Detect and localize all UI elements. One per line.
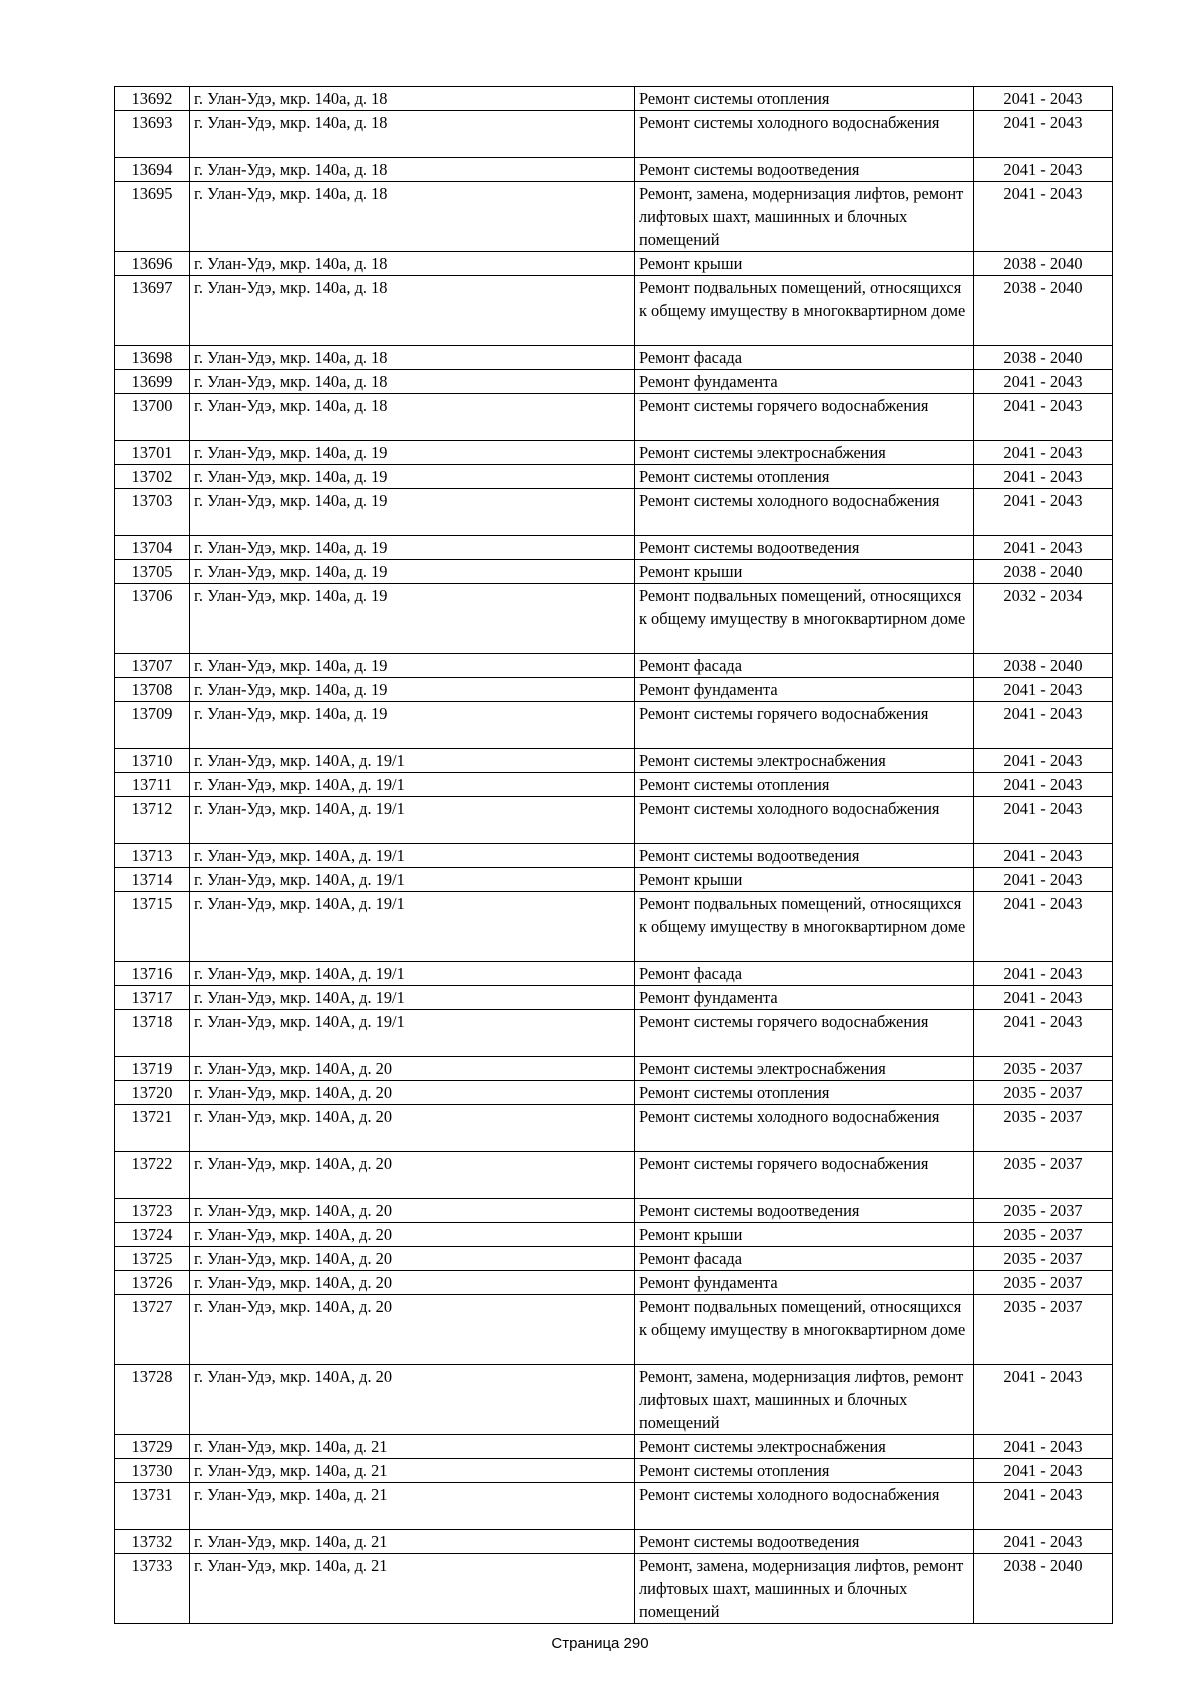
table-row	[115, 489, 1113, 536]
period-cell: 2041 - 2043	[974, 465, 1113, 489]
table-row	[115, 678, 1113, 702]
address-cell: г. Улан-Удэ, мкр. 140а, д. 19	[190, 441, 635, 465]
table-row	[115, 394, 1113, 441]
period-cell: 2041 - 2043	[974, 1365, 1113, 1435]
row-number-cell: 13727	[115, 1295, 190, 1365]
table-row	[115, 1105, 1113, 1152]
table-row	[115, 584, 1113, 654]
row-number-cell: 13729	[115, 1435, 190, 1459]
work-type-cell: Ремонт системы отопления	[635, 87, 974, 111]
row-number-cell: 13710	[115, 749, 190, 773]
work-type-cell: Ремонт системы электроснабжения	[635, 749, 974, 773]
table-row	[115, 1295, 1113, 1365]
address-cell: г. Улан-Удэ, мкр. 140А, д. 19/1	[190, 962, 635, 986]
work-type-cell: Ремонт фасада	[635, 1247, 974, 1271]
table-row	[115, 1554, 1113, 1624]
row-number-cell: 13731	[115, 1483, 190, 1530]
row-number-cell: 13723	[115, 1199, 190, 1223]
work-type-cell: Ремонт крыши	[635, 1223, 974, 1247]
table-row	[115, 868, 1113, 892]
period-cell: 2035 - 2037	[974, 1081, 1113, 1105]
row-number-cell: 13722	[115, 1152, 190, 1199]
address-cell: г. Улан-Удэ, мкр. 140а, д. 19	[190, 489, 635, 536]
period-cell: 2038 - 2040	[974, 560, 1113, 584]
period-cell: 2041 - 2043	[974, 1435, 1113, 1459]
period-cell: 2041 - 2043	[974, 797, 1113, 844]
row-number-cell: 13728	[115, 1365, 190, 1435]
row-number-cell: 13705	[115, 560, 190, 584]
table-row	[115, 158, 1113, 182]
work-type-cell: Ремонт системы отопления	[635, 465, 974, 489]
row-number-cell: 13709	[115, 702, 190, 749]
address-cell: г. Улан-Удэ, мкр. 140А, д. 19/1	[190, 892, 635, 962]
work-type-cell: Ремонт крыши	[635, 252, 974, 276]
work-type-cell: Ремонт подвальных помещений, относящихся к общему имуществу в многоквартирном доме	[635, 1295, 974, 1365]
table-row	[115, 702, 1113, 749]
address-cell: г. Улан-Удэ, мкр. 140А, д. 19/1	[190, 986, 635, 1010]
work-type-cell: Ремонт фасада	[635, 654, 974, 678]
row-number-cell: 13730	[115, 1459, 190, 1483]
table-body	[115, 87, 1113, 1624]
row-number-cell: 13694	[115, 158, 190, 182]
address-cell: г. Улан-Удэ, мкр. 140а, д. 18	[190, 182, 635, 252]
period-cell: 2035 - 2037	[974, 1295, 1113, 1365]
address-cell: г. Улан-Удэ, мкр. 140а, д. 21	[190, 1530, 635, 1554]
address-cell: г. Улан-Удэ, мкр. 140А, д. 19/1	[190, 1010, 635, 1057]
repair-schedule-table	[114, 86, 1113, 1624]
period-cell: 2041 - 2043	[974, 394, 1113, 441]
work-type-cell: Ремонт подвальных помещений, относящихся к общему имуществу в многоквартирном доме	[635, 892, 974, 962]
address-cell: г. Улан-Удэ, мкр. 140а, д. 21	[190, 1483, 635, 1530]
work-type-cell: Ремонт крыши	[635, 560, 974, 584]
address-cell: г. Улан-Удэ, мкр. 140а, д. 21	[190, 1459, 635, 1483]
table-row	[115, 87, 1113, 111]
work-type-cell: Ремонт подвальных помещений, относящихся к общему имуществу в многоквартирном доме	[635, 584, 974, 654]
period-cell: 2041 - 2043	[974, 370, 1113, 394]
row-number-cell: 13713	[115, 844, 190, 868]
row-number-cell: 13717	[115, 986, 190, 1010]
page-number: Страница 290	[551, 1635, 649, 1652]
work-type-cell: Ремонт системы холодного водоснабжения	[635, 797, 974, 844]
table-row	[115, 182, 1113, 252]
period-cell: 2041 - 2043	[974, 749, 1113, 773]
row-number-cell: 13696	[115, 252, 190, 276]
work-type-cell: Ремонт подвальных помещений, относящихся к общему имуществу в многоквартирном доме	[635, 276, 974, 346]
table-row	[115, 1247, 1113, 1271]
period-cell: 2041 - 2043	[974, 986, 1113, 1010]
row-number-cell: 13720	[115, 1081, 190, 1105]
table-row	[115, 1271, 1113, 1295]
work-type-cell: Ремонт, замена, модернизация лифтов, ремонт лифтовых шахт, машинных и блочных помещений	[635, 182, 974, 252]
row-number-cell: 13733	[115, 1554, 190, 1624]
row-number-cell: 13707	[115, 654, 190, 678]
address-cell: г. Улан-Удэ, мкр. 140а, д. 18	[190, 276, 635, 346]
row-number-cell: 13712	[115, 797, 190, 844]
period-cell: 2041 - 2043	[974, 844, 1113, 868]
table-row	[115, 773, 1113, 797]
address-cell: г. Улан-Удэ, мкр. 140а, д. 18	[190, 346, 635, 370]
address-cell: г. Улан-Удэ, мкр. 140а, д. 18	[190, 370, 635, 394]
address-cell: г. Улан-Удэ, мкр. 140а, д. 19	[190, 584, 635, 654]
work-type-cell: Ремонт системы водоотведения	[635, 536, 974, 560]
work-type-cell: Ремонт фасада	[635, 346, 974, 370]
row-number-cell: 13698	[115, 346, 190, 370]
row-number-cell: 13726	[115, 1271, 190, 1295]
table-row	[115, 536, 1113, 560]
period-cell: 2035 - 2037	[974, 1247, 1113, 1271]
table-row	[115, 1057, 1113, 1081]
period-cell: 2038 - 2040	[974, 654, 1113, 678]
address-cell: г. Улан-Удэ, мкр. 140а, д. 19	[190, 678, 635, 702]
table-row	[115, 370, 1113, 394]
row-number-cell: 13697	[115, 276, 190, 346]
work-type-cell: Ремонт системы водоотведения	[635, 1199, 974, 1223]
period-cell: 2038 - 2040	[974, 276, 1113, 346]
address-cell: г. Улан-Удэ, мкр. 140А, д. 20	[190, 1152, 635, 1199]
table-row	[115, 560, 1113, 584]
period-cell: 2041 - 2043	[974, 1483, 1113, 1530]
table-row	[115, 1435, 1113, 1459]
period-cell: 2041 - 2043	[974, 87, 1113, 111]
work-type-cell: Ремонт системы горячего водоснабжения	[635, 394, 974, 441]
period-cell: 2041 - 2043	[974, 773, 1113, 797]
work-type-cell: Ремонт фундамента	[635, 370, 974, 394]
period-cell: 2041 - 2043	[974, 1010, 1113, 1057]
row-number-cell: 13704	[115, 536, 190, 560]
work-type-cell: Ремонт, замена, модернизация лифтов, ремонт лифтовых шахт, машинных и блочных помещений	[635, 1554, 974, 1624]
period-cell: 2041 - 2043	[974, 111, 1113, 158]
address-cell: г. Улан-Удэ, мкр. 140А, д. 19/1	[190, 773, 635, 797]
work-type-cell: Ремонт системы электроснабжения	[635, 441, 974, 465]
table-row	[115, 252, 1113, 276]
period-cell: 2041 - 2043	[974, 702, 1113, 749]
period-cell: 2035 - 2037	[974, 1223, 1113, 1247]
period-cell: 2041 - 2043	[974, 489, 1113, 536]
work-type-cell: Ремонт системы электроснабжения	[635, 1057, 974, 1081]
period-cell: 2041 - 2043	[974, 962, 1113, 986]
row-number-cell: 13724	[115, 1223, 190, 1247]
table-row	[115, 1365, 1113, 1435]
work-type-cell: Ремонт системы горячего водоснабжения	[635, 1010, 974, 1057]
period-cell: 2041 - 2043	[974, 536, 1113, 560]
row-number-cell: 13708	[115, 678, 190, 702]
row-number-cell: 13702	[115, 465, 190, 489]
work-type-cell: Ремонт системы горячего водоснабжения	[635, 1152, 974, 1199]
period-cell: 2041 - 2043	[974, 1459, 1113, 1483]
period-cell: 2041 - 2043	[974, 182, 1113, 252]
row-number-cell: 13701	[115, 441, 190, 465]
table-row	[115, 844, 1113, 868]
address-cell: г. Улан-Удэ, мкр. 140а, д. 19	[190, 702, 635, 749]
address-cell: г. Улан-Удэ, мкр. 140А, д. 20	[190, 1365, 635, 1435]
table-row	[115, 346, 1113, 370]
address-cell: г. Улан-Удэ, мкр. 140А, д. 20	[190, 1081, 635, 1105]
address-cell: г. Улан-Удэ, мкр. 140А, д. 19/1	[190, 844, 635, 868]
row-number-cell: 13703	[115, 489, 190, 536]
period-cell: 2035 - 2037	[974, 1105, 1113, 1152]
address-cell: г. Улан-Удэ, мкр. 140а, д. 19	[190, 560, 635, 584]
work-type-cell: Ремонт системы водоотведения	[635, 1530, 974, 1554]
work-type-cell: Ремонт системы холодного водоснабжения	[635, 489, 974, 536]
address-cell: г. Улан-Удэ, мкр. 140а, д. 18	[190, 111, 635, 158]
work-type-cell: Ремонт фундамента	[635, 1271, 974, 1295]
table-row	[115, 1010, 1113, 1057]
table-row	[115, 441, 1113, 465]
address-cell: г. Улан-Удэ, мкр. 140а, д. 18	[190, 87, 635, 111]
table-row	[115, 276, 1113, 346]
row-number-cell: 13706	[115, 584, 190, 654]
work-type-cell: Ремонт системы холодного водоснабжения	[635, 1483, 974, 1530]
table-row	[115, 1530, 1113, 1554]
address-cell: г. Улан-Удэ, мкр. 140а, д. 19	[190, 654, 635, 678]
period-cell: 2041 - 2043	[974, 678, 1113, 702]
period-cell: 2035 - 2037	[974, 1057, 1113, 1081]
table-row	[115, 1199, 1113, 1223]
table-row	[115, 797, 1113, 844]
row-number-cell: 13711	[115, 773, 190, 797]
table-row	[115, 1459, 1113, 1483]
address-cell: г. Улан-Удэ, мкр. 140А, д. 20	[190, 1057, 635, 1081]
work-type-cell: Ремонт фундамента	[635, 986, 974, 1010]
row-number-cell: 13732	[115, 1530, 190, 1554]
work-type-cell: Ремонт фундамента	[635, 678, 974, 702]
work-type-cell: Ремонт крыши	[635, 868, 974, 892]
period-cell: 2038 - 2040	[974, 1554, 1113, 1624]
work-type-cell: Ремонт системы электроснабжения	[635, 1435, 974, 1459]
address-cell: г. Улан-Удэ, мкр. 140а, д. 18	[190, 394, 635, 441]
table-row	[115, 962, 1113, 986]
period-cell: 2035 - 2037	[974, 1152, 1113, 1199]
row-number-cell: 13695	[115, 182, 190, 252]
address-cell: г. Улан-Удэ, мкр. 140а, д. 18	[190, 158, 635, 182]
address-cell: г. Улан-Удэ, мкр. 140А, д. 20	[190, 1247, 635, 1271]
address-cell: г. Улан-Удэ, мкр. 140А, д. 20	[190, 1223, 635, 1247]
work-type-cell: Ремонт системы холодного водоснабжения	[635, 111, 974, 158]
table-row	[115, 749, 1113, 773]
row-number-cell: 13725	[115, 1247, 190, 1271]
table-row	[115, 1223, 1113, 1247]
row-number-cell: 13693	[115, 111, 190, 158]
address-cell: г. Улан-Удэ, мкр. 140А, д. 19/1	[190, 797, 635, 844]
address-cell: г. Улан-Удэ, мкр. 140А, д. 20	[190, 1295, 635, 1365]
period-cell: 2038 - 2040	[974, 252, 1113, 276]
table-row	[115, 654, 1113, 678]
row-number-cell: 13692	[115, 87, 190, 111]
row-number-cell: 13699	[115, 370, 190, 394]
row-number-cell: 13719	[115, 1057, 190, 1081]
work-type-cell: Ремонт системы отопления	[635, 773, 974, 797]
address-cell: г. Улан-Удэ, мкр. 140А, д. 19/1	[190, 868, 635, 892]
work-type-cell: Ремонт системы холодного водоснабжения	[635, 1105, 974, 1152]
address-cell: г. Улан-Удэ, мкр. 140А, д. 20	[190, 1199, 635, 1223]
table-row	[115, 1081, 1113, 1105]
address-cell: г. Улан-Удэ, мкр. 140а, д. 21	[190, 1554, 635, 1624]
address-cell: г. Улан-Удэ, мкр. 140а, д. 19	[190, 465, 635, 489]
period-cell: 2041 - 2043	[974, 1530, 1113, 1554]
period-cell: 2041 - 2043	[974, 868, 1113, 892]
row-number-cell: 13718	[115, 1010, 190, 1057]
row-number-cell: 13721	[115, 1105, 190, 1152]
period-cell: 2032 - 2034	[974, 584, 1113, 654]
work-type-cell: Ремонт фасада	[635, 962, 974, 986]
address-cell: г. Улан-Удэ, мкр. 140А, д. 19/1	[190, 749, 635, 773]
table-row	[115, 111, 1113, 158]
period-cell: 2035 - 2037	[974, 1199, 1113, 1223]
address-cell: г. Улан-Удэ, мкр. 140а, д. 19	[190, 536, 635, 560]
table-row	[115, 892, 1113, 962]
table-row	[115, 1483, 1113, 1530]
period-cell: 2041 - 2043	[974, 441, 1113, 465]
work-type-cell: Ремонт, замена, модернизация лифтов, ремонт лифтовых шахт, машинных и блочных помещений	[635, 1365, 974, 1435]
address-cell: г. Улан-Удэ, мкр. 140а, д. 21	[190, 1435, 635, 1459]
period-cell: 2035 - 2037	[974, 1271, 1113, 1295]
row-number-cell: 13700	[115, 394, 190, 441]
table-row	[115, 986, 1113, 1010]
table-row	[115, 465, 1113, 489]
address-cell: г. Улан-Удэ, мкр. 140А, д. 20	[190, 1105, 635, 1152]
row-number-cell: 13715	[115, 892, 190, 962]
work-type-cell: Ремонт системы отопления	[635, 1459, 974, 1483]
address-cell: г. Улан-Удэ, мкр. 140а, д. 18	[190, 252, 635, 276]
work-type-cell: Ремонт системы водоотведения	[635, 844, 974, 868]
work-type-cell: Ремонт системы горячего водоснабжения	[635, 702, 974, 749]
table-row	[115, 1152, 1113, 1199]
work-type-cell: Ремонт системы отопления	[635, 1081, 974, 1105]
row-number-cell: 13716	[115, 962, 190, 986]
period-cell: 2038 - 2040	[974, 346, 1113, 370]
row-number-cell: 13714	[115, 868, 190, 892]
period-cell: 2041 - 2043	[974, 892, 1113, 962]
period-cell: 2041 - 2043	[974, 158, 1113, 182]
work-type-cell: Ремонт системы водоотведения	[635, 158, 974, 182]
address-cell: г. Улан-Удэ, мкр. 140А, д. 20	[190, 1271, 635, 1295]
